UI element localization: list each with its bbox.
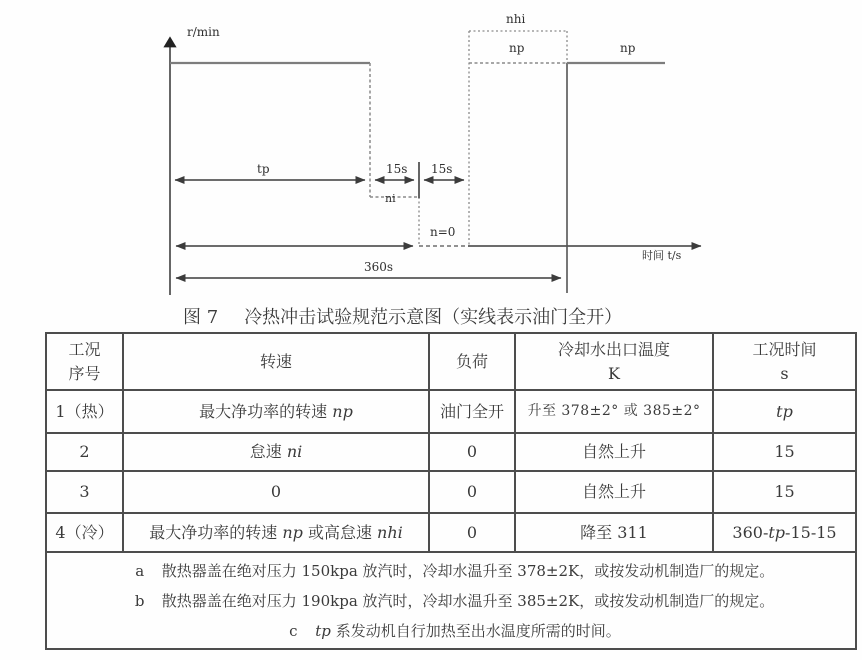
cell-load: 0 [429, 433, 515, 471]
table-footnotes-row [46, 552, 856, 649]
cell-speed: 最大净功率的转速 np [123, 390, 429, 433]
header-seq: 工况 序号 [46, 333, 123, 390]
cell-load: 0 [429, 513, 515, 552]
cell-speed: 怠速 ni [123, 433, 429, 471]
cell-load: 0 [429, 471, 515, 513]
y-axis-label: r/min [187, 25, 220, 39]
cell-temp: 降至 311 [515, 513, 713, 552]
footnote-c: c tp 系发动机自行加热至出水温度所需的时间。 [289, 621, 621, 640]
x-axis-label: 时间 t/s [642, 249, 682, 262]
cell-seq: 4（冷） [46, 513, 123, 552]
table-row [46, 513, 856, 552]
figure-number: 图 7 [183, 307, 219, 328]
cell-time: 15 [713, 433, 856, 471]
footnotes-cell [46, 552, 856, 649]
table-header-row [46, 333, 856, 390]
cell-temp: 自然上升 [515, 433, 713, 471]
test-spec-table [45, 332, 857, 650]
cell-temp: 升至 378±2° 或 385±2° [515, 390, 713, 433]
footnote-b: b 散热器盖在绝对压力 190kpa 放汽时，冷却水温升至 385±2K，或按发动机制造厂的规定。 [134, 591, 775, 610]
cell-seq: 1（热） [46, 390, 123, 433]
header-coolant-temp: 冷却水出口温度 K [515, 333, 713, 390]
ni-label: ni [385, 192, 396, 205]
figure-title: 冷热冲击试验规范示意图（实线表示油门全开） [244, 307, 623, 328]
header-load: 负荷 [429, 333, 515, 390]
cell-seq: 3 [46, 471, 123, 513]
table-row [46, 433, 856, 471]
cell-temp: 自然上升 [515, 471, 713, 513]
figure-caption [183, 303, 622, 329]
table-row [46, 390, 856, 433]
footnote-a: a 散热器盖在绝对压力 150kpa 放汽时，冷却水温升至 378±2K，或按发动机制造厂的规定。 [135, 561, 775, 580]
15s-dimension-label-2: 15s [431, 162, 453, 176]
cell-speed: 最大净功率的转速 np 或高怠速 nhi [123, 513, 429, 552]
cell-speed: 0 [123, 471, 429, 513]
tp-dimension-label: tp [257, 162, 270, 176]
n0-label: n=0 [430, 225, 456, 239]
360s-dimension-label: 360s [364, 260, 394, 274]
cell-time: 15 [713, 471, 856, 513]
15s-dimension-label-1: 15s [386, 162, 408, 176]
np-right-label: np [620, 41, 636, 55]
np-box-label: np [509, 41, 525, 55]
nhi-label: nhi [506, 12, 526, 26]
cell-time: tp [713, 390, 856, 433]
header-duration: 工况时间 s [713, 333, 856, 390]
header-speed: 转速 [123, 333, 429, 390]
cell-time: 360-tp-15-15 [713, 513, 856, 552]
table-row [46, 471, 856, 513]
cell-seq: 2 [46, 433, 123, 471]
cell-load: 油门全开 [429, 390, 515, 433]
